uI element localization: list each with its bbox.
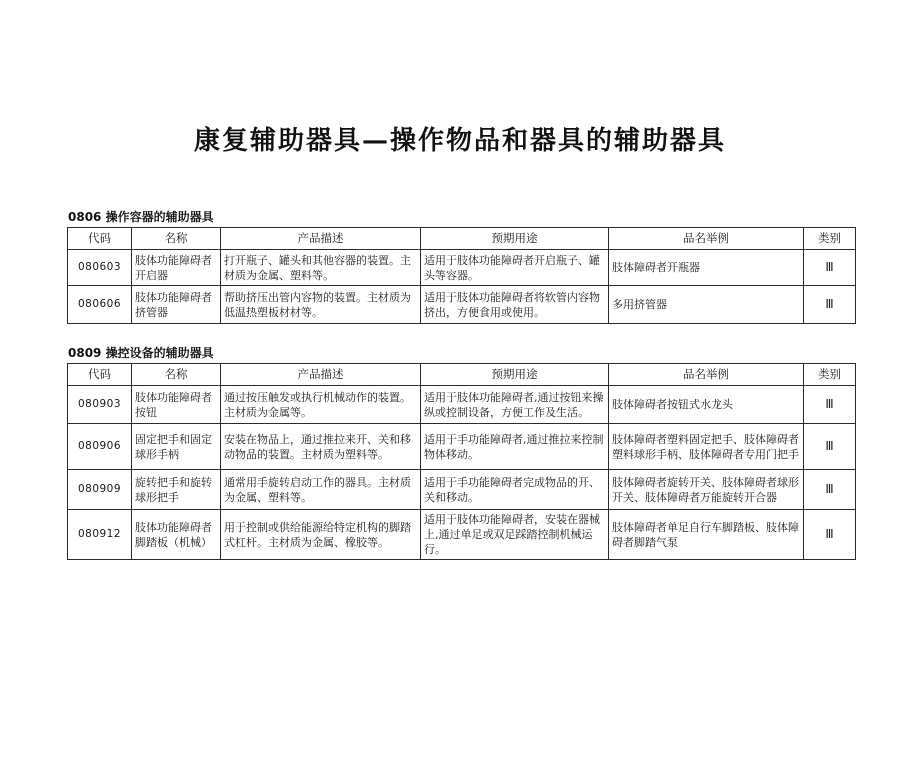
cell-examples: 肢体障碍者开瓶器: [609, 250, 804, 286]
table-row: [68, 250, 856, 286]
cell-name: 肢体功能障碍者挤管器: [132, 286, 221, 324]
table-0806: [67, 227, 856, 324]
column-header-category: 类别: [804, 364, 856, 386]
column-header-examples: 品名举例: [609, 228, 804, 250]
table-header-row: [68, 364, 856, 386]
cell-code: 080606: [68, 286, 132, 324]
column-header-description: 产品描述: [221, 228, 421, 250]
cell-intended-use: 适用于手功能障碍者完成物品的开、关和移动。: [421, 470, 609, 510]
document-body: [67, 209, 855, 560]
section-0806: [67, 209, 855, 324]
table-header-row: [68, 228, 856, 250]
table-row: [68, 510, 856, 560]
cell-category: Ⅲ: [804, 510, 856, 560]
cell-description: 打开瓶子、罐头和其他容器的装置。主材质为金属、塑料等。: [221, 250, 421, 286]
cell-category: Ⅲ: [804, 470, 856, 510]
column-header-description: 产品描述: [221, 364, 421, 386]
cell-code: 080909: [68, 470, 132, 510]
cell-code: 080603: [68, 250, 132, 286]
cell-examples: 多用挤管器: [609, 286, 804, 324]
cell-category: Ⅲ: [804, 286, 856, 324]
cell-description: 帮助挤压出管内容物的装置。主材质为低温热塑板材材等。: [221, 286, 421, 324]
cell-examples: 肢体障碍者旋转开关、肢体障碍者球形开关、肢体障碍者万能旋转开合器: [609, 470, 804, 510]
cell-intended-use: 适用于手功能障碍者,通过推拉来控制物体移动。: [421, 424, 609, 470]
column-header-name: 名称: [132, 364, 221, 386]
cell-description: 通过按压触发或执行机械动作的装置。主材质为金属等。: [221, 386, 421, 424]
table-row: [68, 424, 856, 470]
column-header-code: 代码: [68, 364, 132, 386]
cell-intended-use: 适用于肢体功能障碍者,通过按钮来操纵或控制设备，方便工作及生活。: [421, 386, 609, 424]
cell-name: 固定把手和固定球形手柄: [132, 424, 221, 470]
cell-category: Ⅲ: [804, 424, 856, 470]
cell-intended-use: 适用于肢体功能障碍者，安装在器械上,通过单足或双足踩踏控制机械运行。: [421, 510, 609, 560]
cell-name: 旋转把手和旋转球形把手: [132, 470, 221, 510]
column-header-name: 名称: [132, 228, 221, 250]
cell-description: 安装在物品上，通过推拉来开、关和移动物品的装置。主材质为塑料等。: [221, 424, 421, 470]
table-row: [68, 386, 856, 424]
cell-examples: 肢体障碍者塑料固定把手、肢体障碍者塑料球形手柄、肢体障碍者专用门把手: [609, 424, 804, 470]
column-header-intended-use: 预期用途: [421, 228, 609, 250]
section-0806-label: 0806 操作容器的辅助器具: [68, 210, 214, 224]
cell-name: 肢体功能障碍者脚踏板（机械）: [132, 510, 221, 560]
table-row: [68, 286, 856, 324]
column-header-code: 代码: [68, 228, 132, 250]
cell-code: 080903: [68, 386, 132, 424]
cell-name: 肢体功能障碍者开启器: [132, 250, 221, 286]
cell-description: 用于控制或供给能源给特定机构的脚踏式杠杆。主材质为金属、橡胶等。: [221, 510, 421, 560]
cell-category: Ⅲ: [804, 386, 856, 424]
page-title: 康复辅助器具—操作物品和器具的辅助器具: [193, 126, 726, 156]
section-0809: [67, 345, 855, 560]
cell-description: 通常用手旋转启动工作的器具。主材质为金属、塑料等。: [221, 470, 421, 510]
column-header-category: 类别: [804, 228, 856, 250]
column-header-intended-use: 预期用途: [421, 364, 609, 386]
cell-name: 肢体功能障碍者按钮: [132, 386, 221, 424]
table-row: [68, 470, 856, 510]
cell-intended-use: 适用于肢体功能障碍者开启瓶子、罐头等容器。: [421, 250, 609, 286]
column-header-examples: 品名举例: [609, 364, 804, 386]
table-0809: [67, 363, 856, 560]
cell-intended-use: 适用于肢体功能障碍者将软管内容物挤出，方便食用或使用。: [421, 286, 609, 324]
cell-code: 080906: [68, 424, 132, 470]
cell-examples: 肢体障碍者按钮式水龙头: [609, 386, 804, 424]
document-page: [0, 120, 920, 771]
cell-examples: 肢体障碍者单足自行车脚踏板、肢体障碍者脚踏气泵: [609, 510, 804, 560]
cell-code: 080912: [68, 510, 132, 560]
cell-category: Ⅲ: [804, 250, 856, 286]
section-0809-label: 0809 操控设备的辅助器具: [68, 346, 214, 360]
